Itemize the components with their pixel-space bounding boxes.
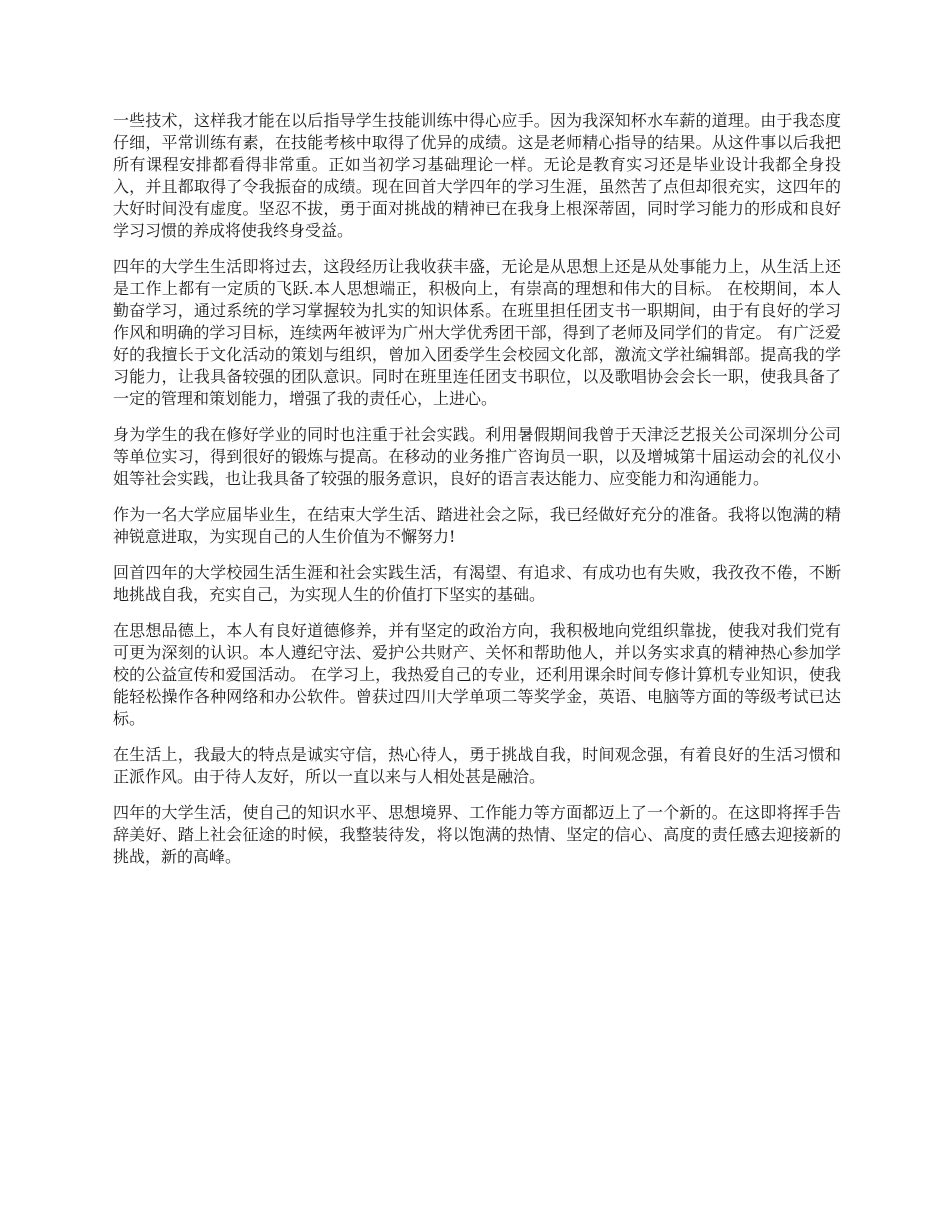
paragraph-7: 在生活上，我最大的特点是诚实守信，热心待人，勇于挑战自我，时间观念强，有着良好的生活习惯和正派作风。由于待人友好，所以一直以来与人相处甚是融洽。 <box>113 745 841 786</box>
paragraph-3: 身为学生的我在修好学业的同时也注重于社会实践。利用暑假期间我曾于天津泛艺报关公司深圳分公司等单位实习，得到很好的锻炼与提高。在移动的业务推广咨询员一职，以及增城第十届运动会的礼仪小姐等社会实践，也让我具备了较强的服务意识，良好的语言表达能力、应变能力和沟通能力。 <box>113 425 841 488</box>
paragraph-6: 在思想品德上，本人有良好道德修养，并有坚定的政治方向，我积极地向党组织靠拢，使我对我们党有可更为深刻的认识。本人遵纪守法、爱护公共财产、关怀和帮助他人，并以务实求真的精神热心参加学校的公益宣传和爱国活动。 在学习上，我热爱自己的专业，还利用课余时间专修计算机专业知识，使我能轻松操作各种网络和办公软件。曾获过四川大学单项二等奖学金，英语、电脑等方面的等级考试已达标。 <box>113 621 841 728</box>
paragraph-2: 四年的大学生生活即将过去，这段经历让我收获丰盛，无论是从思想上还是从处事能力上，从生活上还是工作上都有一定质的飞跃.本人思想端正，积极向上，有崇高的理想和伟大的目标。 在校期间，本人勤奋学习，通过系统的学习掌握较为扎实的知识体系。在班里担任团支书一职期间，由于有良好的学习作风和明确的学习目标，连续两年被评为广州大学优秀团干部，得到了老师及同学们的肯定。 有广泛爱好的我擅长于文化活动的策划与组织，曾加入团委学生会校园文化部，激流文学社编辑部。提高我的学习能力，让我具备较强的团队意识。同时在班里连任团支书职位，以及歌唱协会会长一职，使我具备了一定的管理和策划能力，增强了我的责任心，上进心。 <box>113 257 841 408</box>
paragraph-5: 回首四年的大学校园生活生涯和社会实践生活，有渴望、有追求、有成功也有失败，我孜孜不倦，不断地挑战自我，充实自己，为实现人生的价值打下坚实的基础。 <box>113 563 841 604</box>
paragraph-1: 一些技术，这样我才能在以后指导学生技能训练中得心应手。因为我深知杯水车薪的道理。由于我态度仔细，平常训练有素，在技能考核中取得了优异的成绩。这是老师精心指导的结果。从这件事以后我把所有课程安排都看得非常重。正如当初学习基础理论一样。无论是教育实习还是毕业设计我都全身投入，并且都取得了令我振奋的成绩。现在回首大学四年的学习生涯，虽然苦了点但却很充实，这四年的大好时间没有虚度。坚忍不拔，勇于面对挑战的精神已在我身上根深蒂固，同时学习能力的形成和良好学习习惯的养成将使我终身受益。 <box>113 111 841 240</box>
document-body <box>113 110 841 882</box>
paragraph-8: 四年的大学生活，使自己的知识水平、思想境界、工作能力等方面都迈上了一个新的。在这即将挥手告辞美好、踏上社会征途的时候，我整装待发，将以饱满的热情、坚定的信心、高度的责任感去迎接新的挑战，新的高峰。 <box>113 803 841 866</box>
paragraph-4: 作为一名大学应届毕业生，在结束大学生活、踏进社会之际，我已经做好充分的准备。我将以饱满的精神锐意进取，为实现自己的人生价值为不懈努力! <box>113 505 841 546</box>
